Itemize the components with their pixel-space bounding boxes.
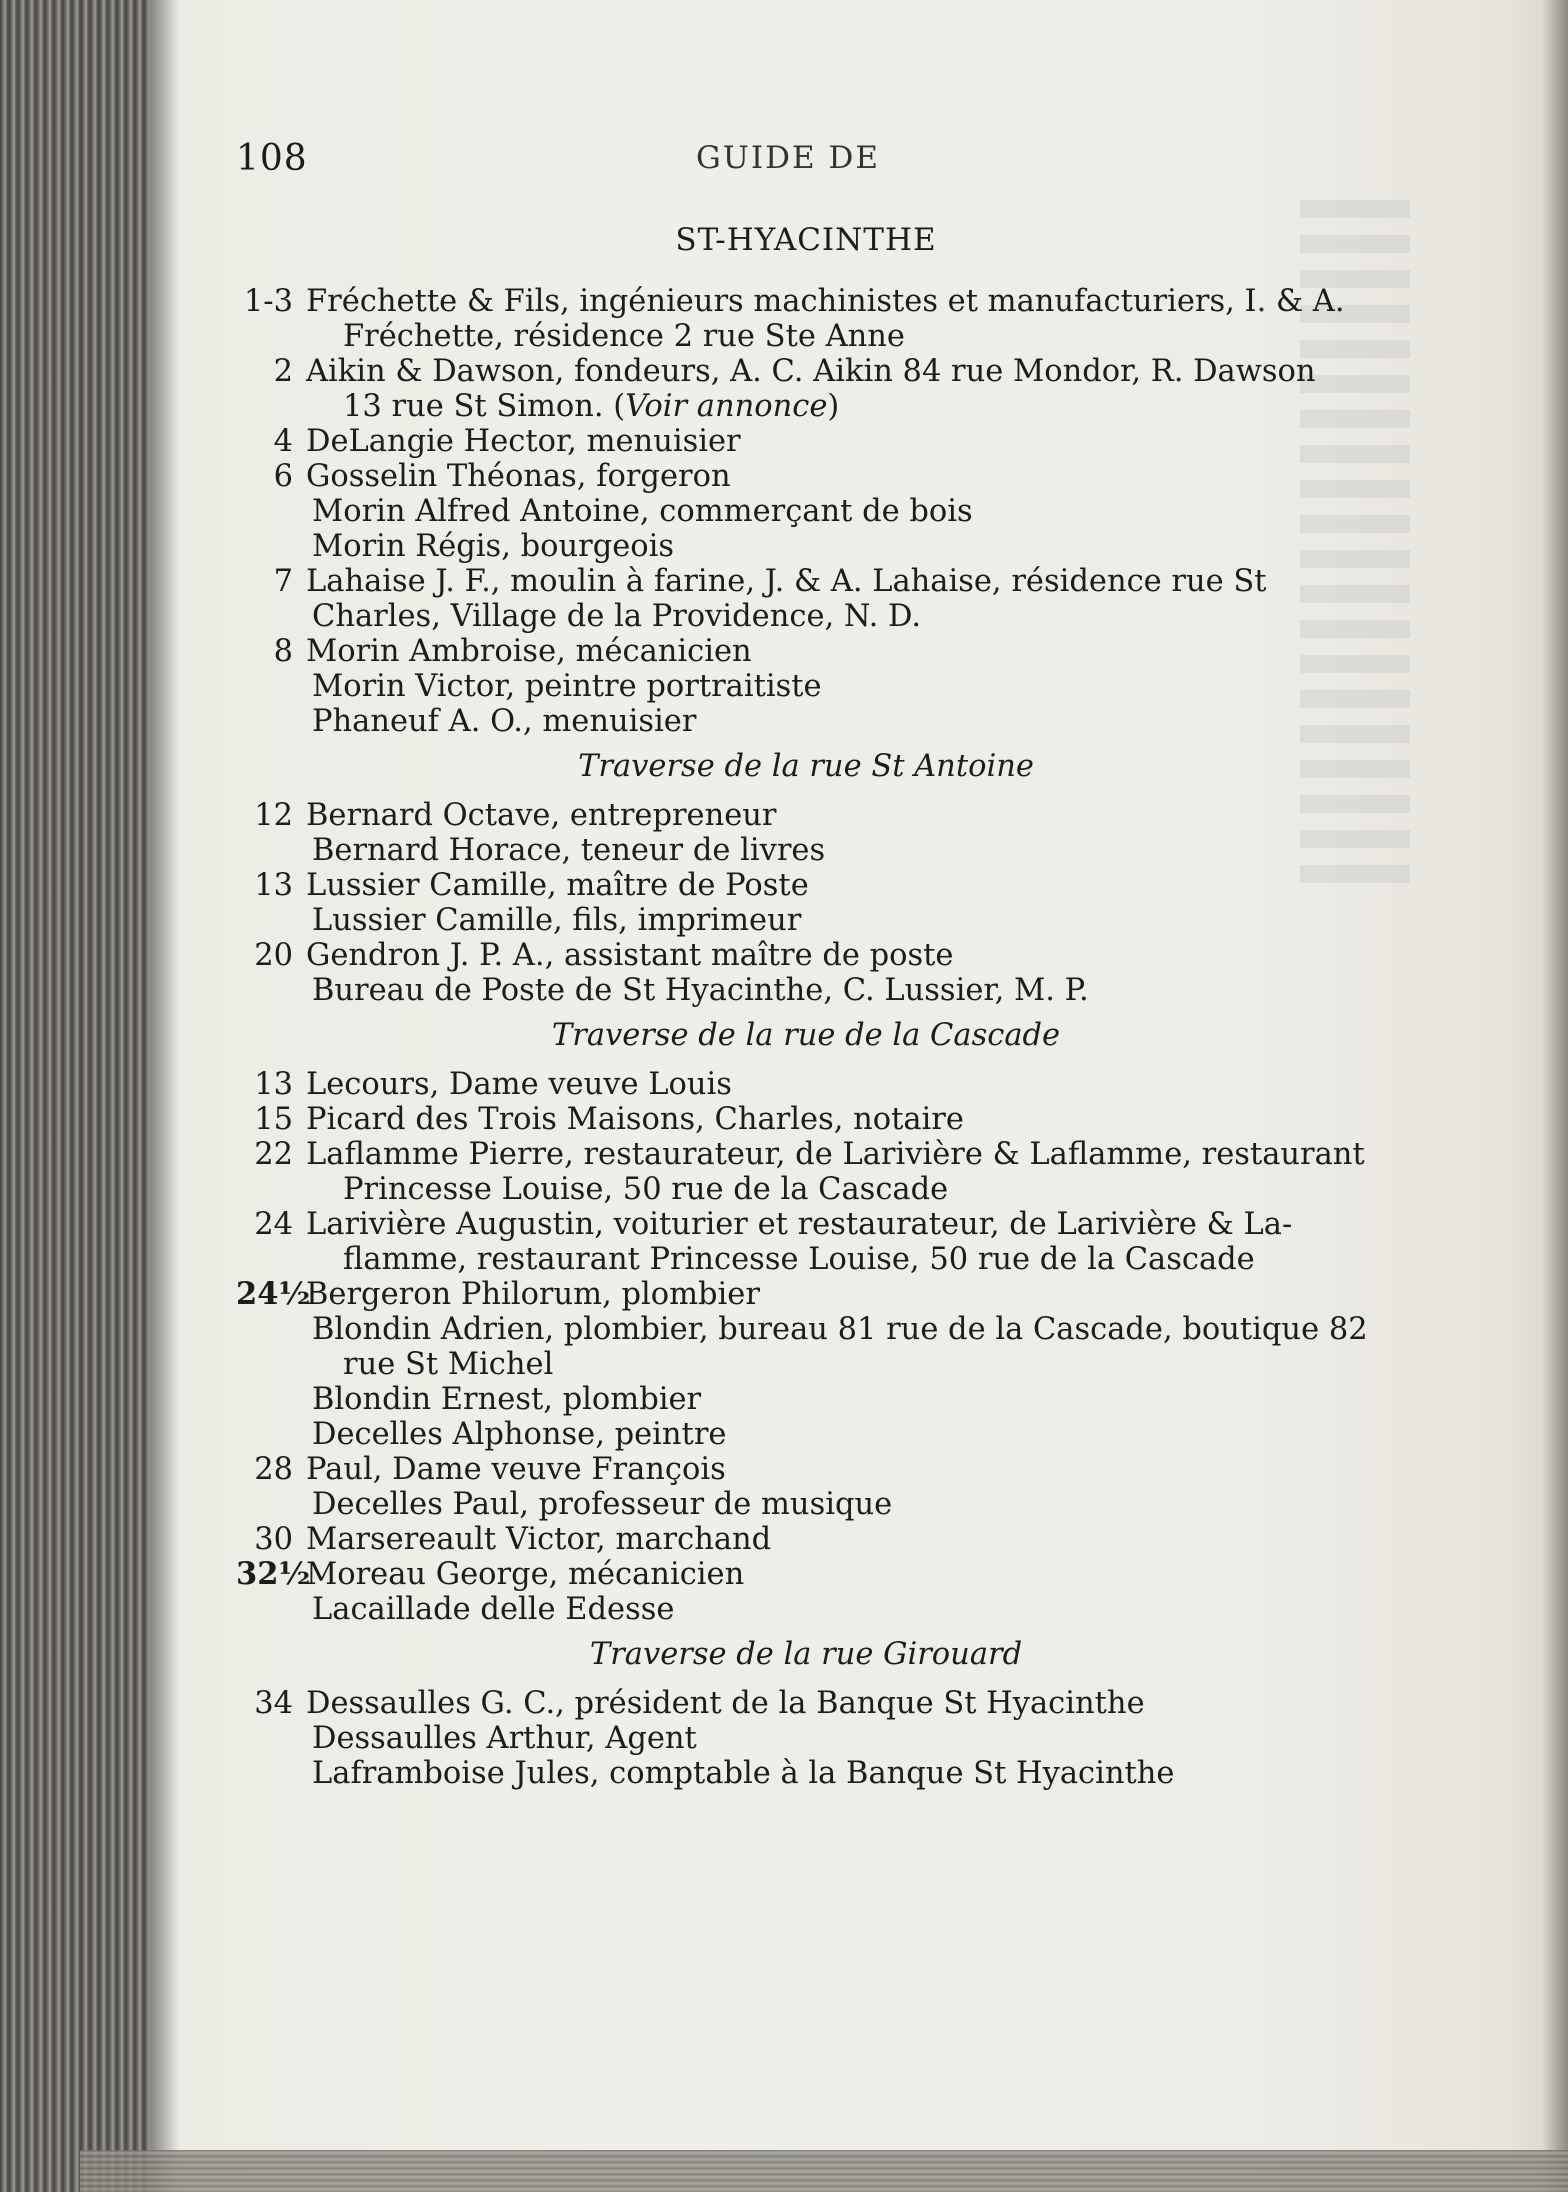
list-item xyxy=(236,868,1376,903)
entry-text: Morin Victor, peintre portraitiste xyxy=(312,669,822,704)
house-number: 1-3 xyxy=(243,284,293,319)
entry-text: Paul, Dame veuve François xyxy=(306,1452,726,1487)
list-item xyxy=(236,1721,1376,1756)
right-page-shadow xyxy=(1542,0,1568,2192)
list-item xyxy=(236,669,1376,704)
house-number: 22 xyxy=(254,1137,293,1172)
house-number: 2 xyxy=(273,354,293,389)
entry-text: Morin Régis, bourgeois xyxy=(312,529,675,564)
list-item xyxy=(236,494,1376,529)
list-item xyxy=(236,798,1376,833)
entries-group-2 xyxy=(236,798,1376,1008)
entry-text: Lahaise J. F., moulin à farine, J. & A. Lahaise, résidence rue St xyxy=(306,564,1267,599)
cross-street-heading: Traverse de la rue St Antoine xyxy=(578,749,1034,784)
list-item xyxy=(236,564,1376,634)
entry-text: Marsereault Victor, marchand xyxy=(306,1522,772,1557)
house-number: 13 xyxy=(254,868,293,903)
house-number: 24½ xyxy=(236,1276,311,1312)
entries-group-3 xyxy=(236,1067,1376,1627)
entry-text: Bernard Horace, teneur de livres xyxy=(312,833,826,868)
list-item xyxy=(236,903,1376,938)
entry-continuation: flamme, restaurant Princesse Louise, 50 rue de la Cascade xyxy=(343,1242,1255,1277)
entry-text: Dessaulles Arthur, Agent xyxy=(312,1721,697,1756)
entry-text: Decelles Alphonse, peintre xyxy=(312,1417,727,1452)
list-item xyxy=(236,1137,1376,1207)
list-item xyxy=(236,833,1376,868)
list-item xyxy=(236,284,1376,354)
entry-text: Larivière Augustin, voiturier et restaurateur, de Larivière & La- xyxy=(306,1207,1293,1242)
page-header xyxy=(236,138,1376,188)
list-item xyxy=(236,1592,1376,1627)
list-item xyxy=(236,1756,1376,1791)
entry-text: Bureau de Poste de St Hyacinthe, C. Lussier, M. P. xyxy=(312,973,1089,1008)
entry-text: Blondin Adrien, plombier, bureau 81 rue de la Cascade, boutique 82 xyxy=(312,1312,1368,1347)
street-listing xyxy=(236,284,1376,1791)
entry-text: Dessaulles G. C., président de la Banque St Hyacinthe xyxy=(306,1686,1145,1721)
entry-continuation: Charles, Village de la Providence, N. D. xyxy=(312,599,922,634)
house-number: 20 xyxy=(254,938,293,973)
list-item xyxy=(236,1277,1376,1312)
list-item xyxy=(236,529,1376,564)
house-number: 6 xyxy=(273,459,293,494)
entry-text: Laflamme Pierre, restaurateur, de Larivière & Laflamme, restaurant xyxy=(306,1137,1365,1172)
list-item xyxy=(236,1102,1376,1137)
entry-text: Phaneuf A. O., menuisier xyxy=(312,704,697,739)
list-item xyxy=(236,459,1376,494)
list-item xyxy=(236,1452,1376,1487)
entry-text: Lacaillade delle Edesse xyxy=(312,1592,675,1627)
entry-text: Fréchette & Fils, ingénieurs machinistes et manufacturiers, I. & A. xyxy=(306,284,1345,319)
directory-page xyxy=(236,138,1376,2038)
cross-street-heading: Traverse de la rue Girouard xyxy=(589,1637,1023,1672)
list-item xyxy=(236,1067,1376,1102)
entry-text: Gendron J. P. A., assistant maître de poste xyxy=(306,938,954,973)
entry-text: Aikin & Dawson, fondeurs, A. C. Aikin 84 rue Mondor, R. Dawson xyxy=(306,354,1316,389)
house-number: 7 xyxy=(273,564,293,599)
list-item xyxy=(236,1557,1376,1592)
italic-note: Voir annonce xyxy=(625,389,828,424)
list-item xyxy=(236,938,1376,973)
house-number: 15 xyxy=(254,1102,293,1137)
continuation-prefix: 13 rue St Simon. ( xyxy=(343,389,626,424)
section-title: ST-HYACINTHE xyxy=(675,222,937,258)
entry-text: Blondin Ernest, plombier xyxy=(312,1382,702,1417)
entry-continuation xyxy=(343,389,1376,424)
entry-text: Picard des Trois Maisons, Charles, notaire xyxy=(306,1102,964,1137)
book-page-edges xyxy=(0,0,150,2192)
list-item xyxy=(236,1487,1376,1522)
list-item xyxy=(236,1382,1376,1417)
entry-text: Laframboise Jules, comptable à la Banque St Hyacinthe xyxy=(312,1756,1175,1791)
list-item xyxy=(236,1417,1376,1452)
entry-text: Lussier Camille, maître de Poste xyxy=(306,868,809,903)
entry-text: Gosselin Théonas, forgeron xyxy=(306,459,731,494)
entry-continuation: Fréchette, résidence 2 rue Ste Anne xyxy=(343,319,905,354)
entry-text: Lussier Camille, fils, imprimeur xyxy=(312,903,802,938)
house-number: 12 xyxy=(254,798,293,833)
bottom-page-edges xyxy=(80,2150,1568,2192)
entry-continuation: rue St Michel xyxy=(343,1347,554,1382)
entry-text: Morin Ambroise, mécanicien xyxy=(306,634,752,669)
cross-street-heading: Traverse de la rue de la Cascade xyxy=(551,1018,1061,1053)
house-number: 30 xyxy=(254,1522,293,1557)
page-number: 108 xyxy=(236,138,308,179)
list-item xyxy=(236,634,1376,669)
house-number: 24 xyxy=(254,1207,293,1242)
entry-text: DeLangie Hector, menuisier xyxy=(306,424,741,459)
house-number: 34 xyxy=(254,1686,293,1721)
continuation-suffix: ) xyxy=(827,389,840,424)
entry-text: Lecours, Dame veuve Louis xyxy=(306,1067,732,1102)
list-item xyxy=(236,973,1376,1008)
list-item xyxy=(236,1312,1376,1382)
list-item xyxy=(236,704,1376,739)
running-head: GUIDE DE xyxy=(696,140,880,176)
entry-text: Bergeron Philorum, plombier xyxy=(306,1277,760,1312)
entry-continuation: Princesse Louise, 50 rue de la Cascade xyxy=(343,1172,949,1207)
entry-text: Moreau George, mécanicien xyxy=(306,1557,745,1592)
list-item xyxy=(236,424,1376,459)
house-number: 32½ xyxy=(236,1556,311,1592)
entry-text: Decelles Paul, professeur de musique xyxy=(312,1487,893,1522)
list-item xyxy=(236,1522,1376,1557)
house-number: 8 xyxy=(273,634,293,669)
list-item xyxy=(236,354,1376,424)
house-number: 13 xyxy=(254,1067,293,1102)
house-number: 28 xyxy=(254,1452,293,1487)
house-number: 4 xyxy=(273,424,293,459)
list-item xyxy=(236,1686,1376,1721)
list-item xyxy=(236,1207,1376,1277)
entry-text: Morin Alfred Antoine, commerçant de bois xyxy=(312,494,973,529)
entries-group-1 xyxy=(236,284,1376,739)
entry-text: Bernard Octave, entrepreneur xyxy=(306,798,777,833)
entries-group-4 xyxy=(236,1686,1376,1791)
